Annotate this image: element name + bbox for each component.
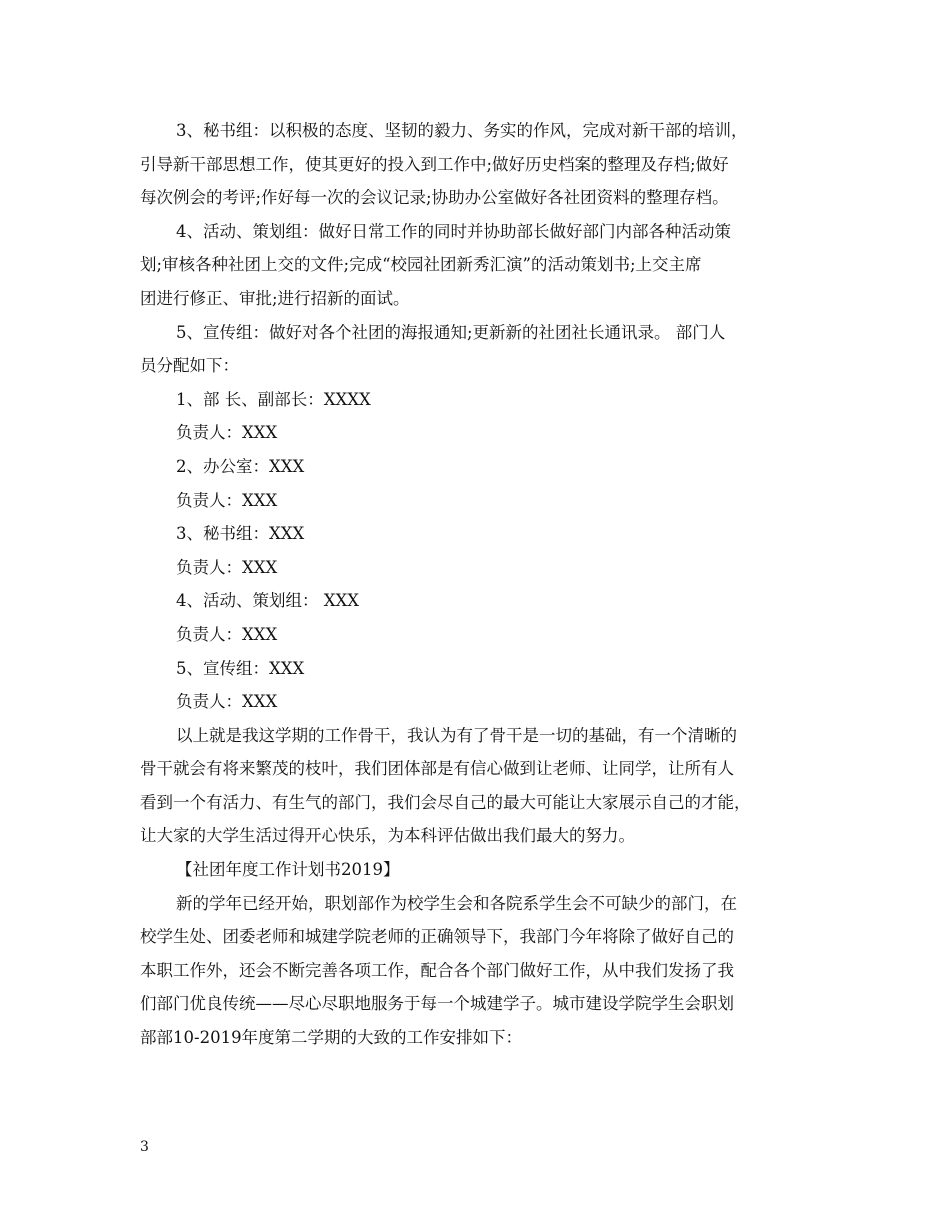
text-line: 校学生处、团委老师和城建学院老师的正确领导下，我部门今年将除了做好自己的	[140, 927, 734, 947]
text-line: 部部10-2019年度第二学期的大致的工作安排如下：	[140, 1028, 523, 1048]
staff-list-item: 负责人：XXX	[176, 490, 278, 510]
text-line: 4、活动、策划组：做好日常工作的同时并协助部长做好部门内部各种活动策	[176, 221, 731, 241]
text-line: 每次例会的考评;作好每一次的会议记录;协助办公室做好各社团资料的整理存档。	[140, 188, 729, 208]
text-line: 以上就是我这学期的工作骨干，我认为有了骨干是一切的基础，有一个清晰的	[176, 725, 737, 745]
section-heading: 【社团年度工作计划书2019】	[176, 860, 400, 880]
text-line: 引导新干部思想工作，使其更好的投入到工作中;做好历史档案的整理及存档;做好	[140, 154, 729, 174]
text-line: 员分配如下：	[140, 356, 239, 376]
text-line: 看到一个有活力、有生气的部门，我们会尽自己的最大可能让大家展示自己的才能，	[140, 792, 751, 812]
page-number: 3	[140, 1139, 149, 1155]
staff-list-item: 负责人：XXX	[176, 423, 278, 443]
text-line: 本职工作外，还会不断完善各项工作，配合各个部门做好工作，从中我们发扬了我	[140, 960, 734, 980]
staff-list-item: 负责人：XXX	[176, 692, 278, 712]
text-line: 划;审核各种社团上交的文件;完成“校园社团新秀汇演”的活动策划书;上交主席	[140, 255, 702, 275]
staff-list-item: 负责人：XXX	[176, 557, 278, 577]
text-line: 5、宣传组：做好对各个社团的海报通知;更新新的社团社长通讯录。 部门人	[176, 322, 726, 342]
body-text	[140, 114, 820, 1055]
staff-list-item: 2、办公室：XXX	[176, 456, 305, 476]
staff-list-item: 负责人：XXX	[176, 624, 278, 644]
staff-list-item: 5、宣传组：XXX	[176, 658, 305, 678]
staff-list-item: 3、秘书组：XXX	[176, 524, 305, 544]
text-line: 新的学年已经开始，职划部作为校学生会和各院系学生会不可缺少的部门，在	[176, 893, 737, 913]
text-line: 团进行修正、审批;进行招新的面试。	[140, 288, 410, 308]
text-line: 3、秘书组：以积极的态度、坚韧的毅力、务实的作风，完成对新干部的培训，	[176, 121, 748, 140]
staff-list-item: 1、部 长、副部长：XXXX	[176, 389, 371, 409]
staff-list-item: 4、活动、策划组： XXX	[176, 591, 359, 611]
text-line: 们部门优良传统——尽心尽职地服务于每一个城建学子。城市建设学院学生会职划	[140, 994, 734, 1014]
text-line: 让大家的大学生活过得开心快乐，为本科评估做出我们最大的努力。	[140, 826, 635, 846]
text-line: 骨干就会有将来繁茂的枝叶，我们团体部是有信心做到让老师、让同学，让所有人	[140, 759, 734, 779]
